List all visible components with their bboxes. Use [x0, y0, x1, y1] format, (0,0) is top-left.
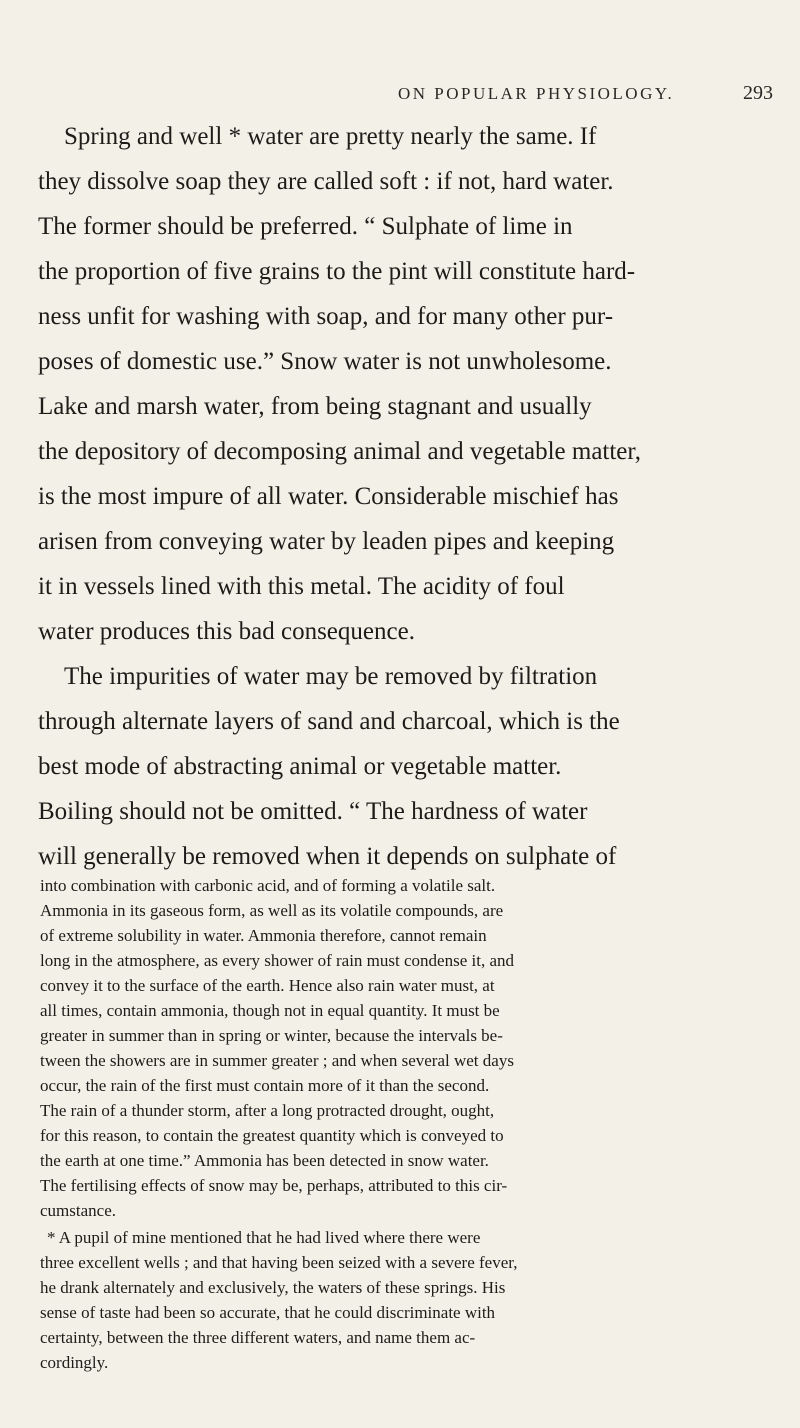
text-line: poses of domestic use.” Snow water is not unwholesome.: [38, 348, 612, 375]
footnote-line: the earth at one time.” Ammonia has been detected in snow water.: [40, 1151, 489, 1170]
running-title: ON POPULAR PHYSIOLOGY.: [398, 84, 675, 103]
footnote-line: sense of taste had been so accurate, that he could discriminate with: [40, 1303, 496, 1322]
footnote-line: cordingly.: [40, 1353, 109, 1372]
text-line: through alternate layers of sand and charcoal, which is the: [38, 708, 620, 735]
footnote-line: into combination with carbonic acid, and of forming a volatile salt.: [40, 876, 496, 895]
running-header: [0, 84, 800, 110]
footnote-line: The fertilising effects of snow may be, perhaps, attributed to this cir-: [40, 1176, 508, 1195]
text-line: water produces this bad consequence.: [38, 618, 415, 645]
footnote-line: tween the showers are in summer greater ; and when several wet days: [40, 1051, 514, 1070]
footnote-line: three excellent wells ; and that having been seized with a severe fever,: [40, 1253, 518, 1272]
text-line: Lake and marsh water, from being stagnant and usually: [38, 393, 592, 420]
text-line: will generally be removed when it depends on sulphate of: [38, 843, 617, 870]
footnote-line: Ammonia in its gaseous form, as well as its volatile compounds, are: [40, 901, 504, 920]
footnote-line: of extreme solubility in water. Ammonia therefore, cannot remain: [40, 926, 487, 945]
text-line: the proportion of five grains to the pint will constitute hard-: [38, 258, 636, 285]
footnote-line: convey it to the surface of the earth. Hence also rain water must, at: [40, 976, 495, 995]
footnote-line: long in the atmosphere, as every shower of rain must condense it, and: [40, 951, 514, 970]
footnote-line: for this reason, to contain the greatest quantity which is conveyed to: [40, 1126, 504, 1145]
footnote-line: * A pupil of mine mentioned that he had lived where there were: [47, 1228, 481, 1247]
text-line: arisen from conveying water by leaden pipes and keeping: [38, 528, 615, 555]
footnote-line: greater in summer than in spring or winter, because the intervals be-: [40, 1026, 503, 1045]
text-line: The former should be preferred. “ Sulphate of lime in: [38, 213, 573, 240]
text-line: Boiling should not be omitted. “ The hardness of water: [38, 798, 588, 825]
text-line: the depository of decomposing animal and vegetable matter,: [38, 438, 641, 465]
footnote-line: he drank alternately and exclusively, the waters of these springs. His: [40, 1278, 506, 1297]
text-line: they dissolve soap they are called soft : if not, hard water.: [38, 168, 614, 195]
text-line: best mode of abstracting animal or vegetable matter.: [38, 753, 562, 780]
footnote-line: occur, the rain of the first must contain more of it than the second.: [40, 1076, 490, 1095]
footnote-line: certainty, between the three different waters, and name them ac-: [40, 1328, 476, 1347]
text-line: ness unfit for washing with soap, and for many other pur-: [38, 303, 614, 330]
footnote-line: cumstance.: [40, 1201, 116, 1220]
footnote-line: The rain of a thunder storm, after a long protracted drought, ought,: [40, 1101, 495, 1120]
page-number: 293: [743, 82, 773, 104]
footnote-line: all times, contain ammonia, though not in equal quantity. It must be: [40, 1001, 500, 1020]
text-line: is the most impure of all water. Considerable mischief has: [38, 483, 619, 510]
text-line: Spring and well * water are pretty nearly the same. If: [64, 123, 597, 150]
text-line: The impurities of water may be removed by filtration: [64, 663, 598, 690]
text-line: it in vessels lined with this metal. The acidity of foul: [38, 573, 565, 600]
